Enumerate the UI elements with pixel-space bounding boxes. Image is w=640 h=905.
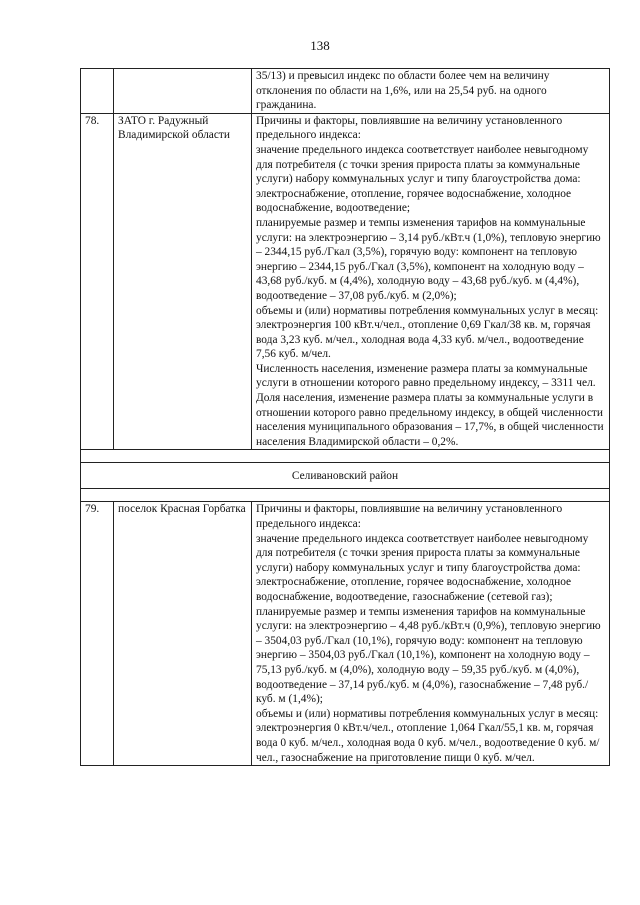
description-paragraph: 35/13) и превысил индекс по области более чем на величину отклонения по области на 1,6%, или на 25,54 руб. на одного гражданина. <box>256 70 550 112</box>
table-row-spacer <box>81 489 610 502</box>
municipality-cell: ЗАТО г. Радужный Владимирской области <box>114 113 252 450</box>
description-paragraph: планируемые размер и темпы изменения тарифов на коммунальные услуги: на электроэнергию – 4,48 руб./кВт.ч (0,9%), тепловую энергию – 3504,03 руб./Гкал (10,1%), горячую воду: компонент на тепловую энергию – 3504,03 руб./Гкал (10,1%), компонент на холодную воду – 75,13 руб./куб. м (4,0%), холодную воду – 59,35 руб./куб. м (4,0%), водоотведение – 37,14 руб./куб. м (4,0%), газоснабжение – 7,48 руб./куб. м (1,4%); <box>256 605 601 706</box>
description-paragraph: Численность населения, изменение размера платы за коммунальные услуги в отношении которого равно предельному индексу, – 3311 чел. <box>256 362 596 390</box>
row-number-cell: 79. <box>81 502 114 766</box>
description-paragraph: Доля населения, изменение размера платы за коммунальные услуги в отношении которого равно предельному индексу, в общей численности населения муниципального образования – 17,7%, в общей численности населения Владимирской области – 0,2%. <box>256 392 604 448</box>
description-paragraph: объемы и (или) нормативы потребления коммунальных услуг в месяц: электроэнергия 0 кВт.ч/чел., отопление 1,064 Гкал/55,1 кв. м, горячая вода 0 куб. м/чел., холодная вода 0 куб. м/чел., водоотведение 0 куб. м/чел., газоснабжение на приготовление пищи 0 куб. м/чел. <box>256 707 600 764</box>
spacer-cell <box>81 489 610 502</box>
description-cell <box>252 502 610 766</box>
description-cell <box>252 69 610 114</box>
table-row <box>81 113 610 450</box>
description-paragraph: Причины и факторы, повлиявшие на величину установленного предельного индекса: <box>256 503 563 531</box>
municipality-cell: поселок Красная Горбатка <box>114 502 252 766</box>
municipality-cell <box>114 69 252 114</box>
table-row <box>81 502 610 766</box>
row-number-cell: 78. <box>81 113 114 450</box>
spacer-cell <box>81 450 610 463</box>
table-row <box>81 69 610 114</box>
description-cell <box>252 113 610 450</box>
section-title: Селивановский район <box>81 463 610 489</box>
description-paragraph: планируемые размер и темпы изменения тарифов на коммунальные услуги: на электроэнергию – 3,14 руб./кВт.ч (1,0%), тепловую энергию – 2344,15 руб./Гкал (3,5%), горячую воду: компонент на тепловую энергию – 2344,15 руб./Гкал (3,5%), компонент на холодную воду – 43,68 руб./куб. м (4,4%), холодную воду – 43,68 руб./куб. м (4,4%), водоотведение – 37,08 руб./куб. м (2,0%); <box>256 216 601 302</box>
description-paragraph: Причины и факторы, повлиявшие на величину установленного предельного индекса: <box>256 114 563 142</box>
description-paragraph: значение предельного индекса соответствует наиболее невыгодному для потребителя (с точки зрения прироста платы за коммунальные услуги) набору коммунальных услуг и типу благоустройства дома: электроснабжение, отопление, горячее водоснабжение, холодное водоснабжение, водоотведение; <box>256 143 589 215</box>
description-paragraph: значение предельного индекса соответствует наиболее невыгодному для потребителя (с точки зрения прироста платы за коммунальные услуги) набору коммунальных услуг и типу благоустройства дома: электроснабжение, отопление, горячее водоснабжение, холодное водоснабжение, водоотведение, газоснабжение (сетевой газ); <box>256 532 589 603</box>
tariff-index-table <box>80 68 610 766</box>
table-row-spacer <box>81 450 610 463</box>
page-number: 138 <box>310 38 330 53</box>
row-number-cell <box>81 69 114 114</box>
description-paragraph: объемы и (или) нормативы потребления коммунальных услуг в месяц: электроэнергия 100 кВт.ч/чел., отопление 0,69 Гкал/38 кв. м, горячая вода 3,23 куб. м/чел., холодная вода 4,33 куб. м/чел., водоотведение 7,56 куб. м/чел. <box>256 304 599 361</box>
section-row <box>81 463 610 489</box>
